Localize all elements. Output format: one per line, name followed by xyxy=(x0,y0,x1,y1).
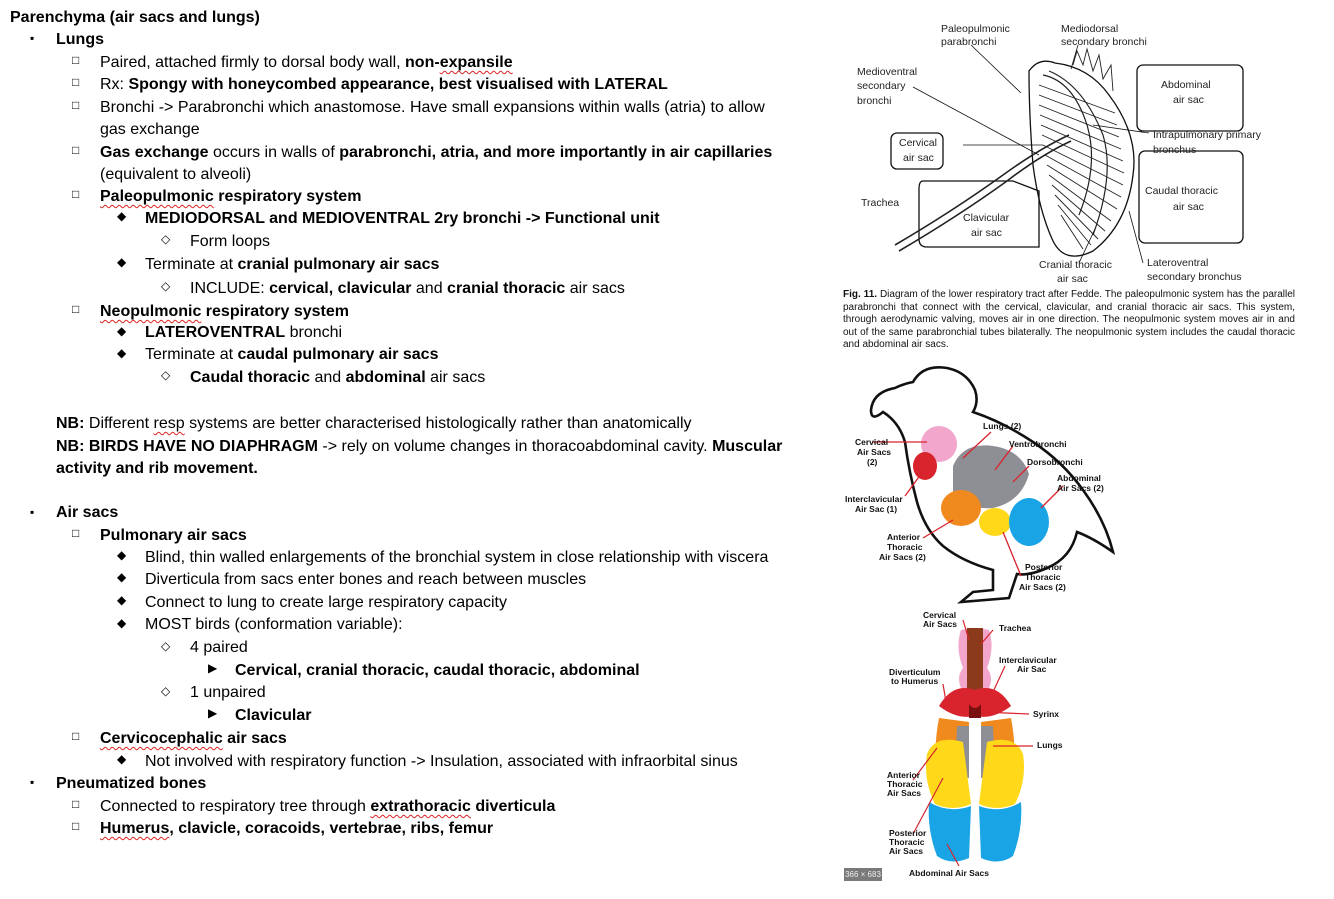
triangle-bullet-icon: ▶ xyxy=(208,661,218,675)
trachea-shape xyxy=(967,628,983,698)
label-anterior: Anterior xyxy=(887,770,921,780)
square-bullet-icon: ▪ xyxy=(30,505,35,519)
neopulmonic-title: Neopulmonic respiratory system xyxy=(100,303,349,320)
label-medioventral: Medioventral xyxy=(857,66,918,78)
neo-item-caudal: Caudal thoracic and abdominal air sacs xyxy=(190,369,486,386)
label-posterior-thoracic: Thoracic xyxy=(1025,572,1061,582)
nb-note-2: NB: BIRDS HAVE NO DIAPHRAGM -> rely on volume changes in thoracoabdominal cavity. Muscular xyxy=(56,438,783,455)
pulm-item-diverticula: Diverticula from sacs enter bones and reach between muscles xyxy=(145,571,587,588)
label-abdominal: Abdominal xyxy=(1161,79,1211,91)
neo-item-lateroventral: LATEROVENTRAL bronchi xyxy=(145,324,343,341)
diamond-bullet-icon: ◆ xyxy=(117,616,127,630)
label-posterior-air-sacs: Air Sacs xyxy=(889,846,924,856)
diamond-bullet-icon: ◆ xyxy=(117,324,127,338)
diamond-bullet-icon: ◆ xyxy=(117,346,127,360)
label-secondary-bronchi: secondary bronchi xyxy=(1061,36,1147,48)
hollow-square-bullet-icon: □ xyxy=(72,98,80,112)
nb-note-1: NB: Different resp systems are better characterised histologically rather than anatomically xyxy=(56,415,692,432)
label-trachea: Trachea xyxy=(999,623,1032,633)
label-posterior-thoracic: Thoracic xyxy=(889,837,925,847)
pneumatized-bones-title: Pneumatized bones xyxy=(56,775,207,792)
air-sacs-title: Air sacs xyxy=(56,504,119,521)
label-dorsobronchi: Dorsobronchi xyxy=(1027,457,1083,467)
label-bronchi: bronchi xyxy=(857,95,892,107)
label-caudal-thoracic-air-sac: air sac xyxy=(1173,201,1204,213)
label-anterior-thoracic: Thoracic xyxy=(887,779,923,789)
lungs-item-bronchi: Bronchi -> Parabronchi which anastomose. Have small expansions within walls (atria) to allow xyxy=(100,99,765,116)
square-bullet-icon: ▪ xyxy=(30,31,35,45)
label-lungs: Lungs xyxy=(1037,740,1063,750)
label-secondary: secondary xyxy=(857,80,906,92)
label-abdominal-air-sac: air sac xyxy=(1173,94,1204,106)
label-primary-bronchus: bronchus xyxy=(1153,144,1197,156)
hollow-square-bullet-icon: □ xyxy=(72,187,80,201)
hollow-square-bullet-icon: □ xyxy=(72,526,80,540)
pulm-item-connect: Connect to lung to create large respiratory capacity xyxy=(145,594,507,611)
lungs-item-gas-exchange-cont: (equivalent to alveoli) xyxy=(100,166,252,183)
paleo-item-terminate: Terminate at cranial pulmonary air sacs xyxy=(145,256,440,273)
label-trachea: Trachea xyxy=(861,197,900,209)
label-anterior-air-sacs: Air Sacs xyxy=(887,788,922,798)
bones-item-connected: Connected to respiratory tree through extrathoracic diverticula xyxy=(100,798,556,815)
bird-air-sacs-lateral-diagram xyxy=(843,362,1133,607)
lungs-item-paired: Paired, attached firmly to dorsal body wall, non-expansile xyxy=(100,54,513,71)
nb-note-2-cont: activity and rib movement. xyxy=(56,460,258,477)
label-secondary-bronchus: secondary bronchus xyxy=(1147,271,1242,283)
label-cervical: Cervical xyxy=(899,137,937,149)
label-anterior: Anterior xyxy=(887,532,921,542)
label-lungs: Lungs (2) xyxy=(983,421,1022,431)
label-ventrobronchi: Ventrobronchi xyxy=(1009,439,1067,449)
paleopulmonic-title: Paleopulmonic respiratory system xyxy=(100,188,362,205)
label-interclavicular: Interclavicular xyxy=(999,655,1057,665)
interclavicular-air-sac-shape xyxy=(913,452,937,480)
label-cervical: Cervical xyxy=(855,437,889,447)
label-clavicular: Clavicular xyxy=(963,212,1010,224)
label-interclavicular: Interclavicular xyxy=(845,494,903,504)
label-cervical: Cervical xyxy=(923,610,957,620)
label-interclavicular-air-sac: Air Sac xyxy=(1017,664,1047,674)
respiratory-tract-diagram xyxy=(843,15,1303,287)
caudal-thoracic-air-sac-box xyxy=(1139,151,1243,243)
label-posterior-air-sacs: Air Sacs (2) xyxy=(1019,582,1066,592)
hollow-diamond-bullet-icon: ◇ xyxy=(161,279,171,293)
label-intrapulmonary: Intrapulmonary primary xyxy=(1153,129,1261,141)
label-interclavicular-air-sac: Air Sac (1) xyxy=(855,504,898,514)
label-diverticulum: Diverticulum xyxy=(889,667,941,677)
label-to-humerus: to Humerus xyxy=(891,676,939,686)
air-sacs-ventral-diagram xyxy=(843,608,1083,880)
hollow-square-bullet-icon: □ xyxy=(72,729,80,743)
pulm-item-clavicular: Clavicular xyxy=(235,707,312,724)
label-syrinx: Syrinx xyxy=(1033,709,1059,719)
hollow-diamond-bullet-icon: ◇ xyxy=(161,232,171,246)
lungs-item-gas-exchange: Gas exchange occurs in walls of parabronchi, atria, and more importantly in air capillaries xyxy=(100,144,773,161)
paleo-item-mediodorsal: MEDIODORSAL and MEDIOVENTRAL 2ry bronchi -> Functional unit xyxy=(145,210,660,227)
hollow-square-bullet-icon: □ xyxy=(72,797,80,811)
paleo-item-include: INCLUDE: cervical, clavicular and cranial thoracic air sacs xyxy=(190,280,625,297)
diamond-bullet-icon: ◆ xyxy=(117,752,127,766)
label-cervical-air-sac: air sac xyxy=(903,152,934,164)
posterior-thoracic-air-sac-shape xyxy=(979,508,1011,536)
hollow-diamond-bullet-icon: ◇ xyxy=(161,684,171,698)
cerv-item-not-involved: Not involved with respiratory function -> Insulation, associated with infraorbital sinus xyxy=(145,753,738,770)
hollow-square-bullet-icon: □ xyxy=(72,143,80,157)
diamond-bullet-icon: ◆ xyxy=(117,593,127,607)
hollow-diamond-bullet-icon: ◇ xyxy=(161,368,171,382)
label-anterior-air-sacs: Air Sacs (2) xyxy=(879,552,926,562)
diamond-bullet-icon: ◆ xyxy=(117,255,127,269)
hollow-square-bullet-icon: □ xyxy=(72,819,80,833)
pulm-item-blind: Blind, thin walled enlargements of the bronchial system in close relationship with viscera xyxy=(145,549,769,566)
label-clavicular-air-sac: air sac xyxy=(971,227,1002,239)
lungs-item-bronchi-cont: gas exchange xyxy=(100,121,200,138)
label-abdominal-air-sacs: Abdominal Air Sacs xyxy=(909,868,989,878)
pulm-item-4-paired: 4 paired xyxy=(190,639,248,656)
label-cranial-thoracic: Cranial thoracic xyxy=(1039,259,1112,271)
hollow-diamond-bullet-icon: ◇ xyxy=(161,639,171,653)
label-paleopulmonic: Paleopulmonic xyxy=(941,23,1010,35)
label-posterior: Posterior xyxy=(889,828,927,838)
diamond-bullet-icon: ◆ xyxy=(117,548,127,562)
label-air-sacs: Air Sacs xyxy=(857,447,892,457)
neo-item-terminate: Terminate at caudal pulmonary air sacs xyxy=(145,346,439,363)
label-count: (2) xyxy=(867,457,878,467)
label-abdominal-air-sacs: Air Sacs (2) xyxy=(1057,483,1104,493)
label-caudal-thoracic: Caudal thoracic xyxy=(1145,185,1218,197)
image-size-badge: 366 × 683 xyxy=(845,870,881,879)
label-cranial-thoracic-air-sac: air sac xyxy=(1057,273,1088,285)
triangle-bullet-icon: ▶ xyxy=(208,706,218,720)
label-parabronchi: parabronchi xyxy=(941,36,997,48)
label-lateroventral: Lateroventral xyxy=(1147,257,1209,269)
pulm-item-most-birds: MOST birds (conformation variable): xyxy=(145,616,403,633)
hollow-square-bullet-icon: □ xyxy=(72,302,80,316)
section-heading: Parenchyma (air sacs and lungs) xyxy=(10,9,260,26)
pulm-item-1-unpaired: 1 unpaired xyxy=(190,684,266,701)
diamond-bullet-icon: ◆ xyxy=(117,570,127,584)
abdominal-left-shape xyxy=(929,802,971,862)
label-anterior-thoracic: Thoracic xyxy=(887,542,923,552)
figure-caption: Fig. 11. Diagram of the lower respiratory tract after Fedde. The paleopulmonic system has the parallel parabronchi that connect with the cervical, clavicular, and cranial thoracic air sacs. This system, through aerodynamic valving, moves air in one direction. The neopulmonic system moves air in and out of the same parabronchial tubes bilaterally. The neopulmonic system includes the caudal thoracic and abdominal air sacs. xyxy=(843,289,1296,350)
anterior-thoracic-air-sac-shape xyxy=(941,490,981,526)
label-abdominal: Abdominal xyxy=(1057,473,1101,483)
square-bullet-icon: ▪ xyxy=(30,775,35,789)
pulm-item-paired-list: Cervical, cranial thoracic, caudal thoracic, abdominal xyxy=(235,662,640,679)
cervicocephalic-title: Cervicocephalic air sacs xyxy=(100,730,287,747)
lungs-item-rx: Rx: Spongy with honeycombed appearance, best visualised with LATERAL xyxy=(100,76,668,93)
lungs-title: Lungs xyxy=(56,31,104,48)
pulmonary-air-sacs-title: Pulmonary air sacs xyxy=(100,527,247,544)
label-posterior: Posterior xyxy=(1025,562,1063,572)
hollow-square-bullet-icon: □ xyxy=(72,75,80,89)
label-cervical-air-sacs: Air Sacs xyxy=(923,619,958,629)
paleo-item-form-loops: Form loops xyxy=(190,233,271,250)
bones-item-list: Humerus, clavicle, coracoids, vertebrae, ribs, femur xyxy=(100,820,494,837)
diamond-bullet-icon: ◆ xyxy=(117,209,127,223)
hollow-square-bullet-icon: □ xyxy=(72,53,80,67)
label-mediodorsal: Mediodorsal xyxy=(1061,23,1119,35)
